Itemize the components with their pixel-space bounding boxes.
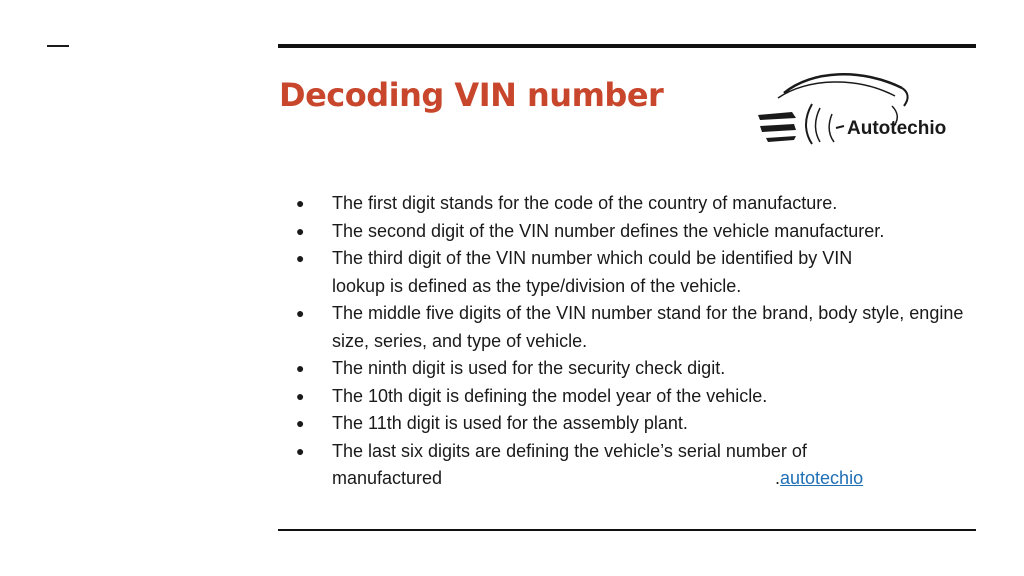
bullet-dot-icon: ●	[296, 305, 305, 321]
bullet-dot-icon: ●	[296, 360, 305, 376]
slide-corner-dash	[47, 45, 69, 47]
bullet-item: ● The last six digits are defining the vehicle’s serial number of manufactured	[296, 438, 976, 493]
slide-title: Decoding VIN number	[279, 76, 664, 114]
source-link-wrap	[775, 465, 863, 493]
bullet-item: ● The ninth digit is used for the security check digit.	[296, 355, 976, 383]
bullet-item: ● The third digit of the VIN number which could be identified by VIN lookup is defined as the type/division of the vehicle.	[296, 245, 976, 300]
bullet-item: ● The middle five digits of the VIN number stand for the brand, body style, engine size, series, and type of vehicle.	[296, 300, 976, 355]
bullet-dot-icon: ●	[296, 195, 305, 211]
link-prefix: .	[775, 468, 781, 488]
bullet-item: ● The first digit stands for the code of the country of manufacture.	[296, 190, 976, 218]
bullet-dot-icon: ●	[296, 442, 305, 459]
car-logo-icon	[752, 68, 967, 153]
bullet-list	[296, 190, 976, 493]
bullet-item: ● The second digit of the VIN number defines the vehicle manufacturer.	[296, 218, 976, 246]
autotechio-link[interactable]: autotechio	[780, 468, 864, 488]
bullet-dot-icon: ●	[296, 250, 305, 266]
top-divider	[278, 44, 976, 48]
bullet-dot-icon: ●	[296, 222, 305, 239]
bottom-divider	[278, 529, 976, 531]
logo-wordmark: Autotechio	[847, 118, 947, 139]
bullet-item: ● The 10th digit is defining the model year of the vehicle.	[296, 383, 976, 411]
bullet-dot-icon: ●	[296, 387, 305, 404]
bullet-item: ● The 11th digit is used for the assembly plant.	[296, 410, 976, 438]
bullet-dot-icon: ●	[296, 415, 305, 431]
